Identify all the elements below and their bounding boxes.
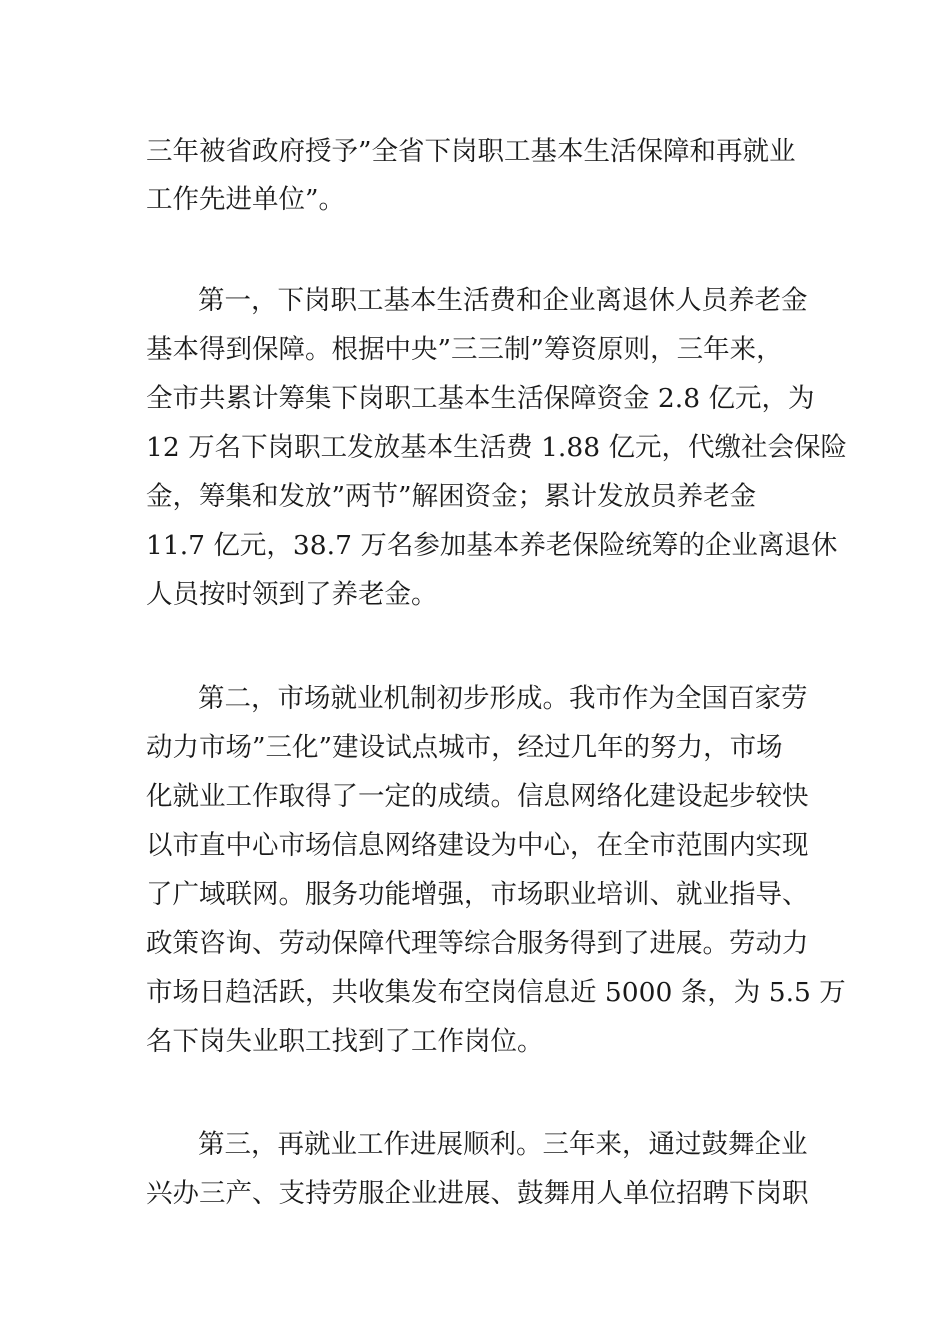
text-line: 全市共累计筹集下岗职工基本生活保障资金 2.8 亿元，为 bbox=[146, 383, 815, 414]
text-line: 兴办三产、支持劳服企业进展、鼓舞用人单位招聘下岗职 bbox=[146, 1178, 809, 1209]
text-line: 化就业工作取得了一定的成绩。信息网络化建设起步较快 bbox=[146, 781, 809, 812]
text-line: 政策咨询、劳动保障代理等综合服务得到了进展。劳动力 bbox=[146, 928, 809, 959]
paragraph-first-line: 第三，再就业工作进展顺利。三年来，通过鼓舞企业 bbox=[198, 1129, 808, 1160]
text-line: 人员按时领到了养老金。 bbox=[146, 579, 438, 610]
text-line: 名下岗失业职工找到了工作岗位。 bbox=[146, 1026, 544, 1057]
text-line: 三年被省政府授予”全省下岗职工基本生活保障和再就业 bbox=[146, 136, 796, 167]
text-line: 11.7 亿元，38.7 万名参加基本养老保险统筹的企业离退休 bbox=[146, 530, 838, 561]
text-line: 以市直中心市场信息网络建设为中心，在全市范围内实现 bbox=[146, 830, 809, 861]
paragraph-first-line: 第二，市场就业机制初步形成。我市作为全国百家劳 bbox=[198, 683, 808, 714]
text-line: 市场日趋活跃，共收集发布空岗信息近 5000 条，为 5.5 万 bbox=[146, 977, 846, 1008]
text-line: 了广域联网。服务功能增强，市场职业培训、就业指导、 bbox=[146, 879, 809, 910]
text-line: 金，筹集和发放”两节”解困资金；累计发放员养老金 bbox=[146, 481, 757, 512]
text-line: 12 万名下岗职工发放基本生活费 1.88 亿元，代缴社会保险 bbox=[146, 432, 847, 463]
paragraph-first-line: 第一，下岗职工基本生活费和企业离退休人员养老金 bbox=[198, 285, 808, 316]
text-line: 动力市场”三化”建设试点城市，经过几年的努力，市场 bbox=[146, 732, 783, 763]
text-line: 工作先进单位”。 bbox=[146, 184, 346, 215]
text-line: 基本得到保障。根据中央”三三制”筹资原则，三年来， bbox=[146, 334, 783, 365]
